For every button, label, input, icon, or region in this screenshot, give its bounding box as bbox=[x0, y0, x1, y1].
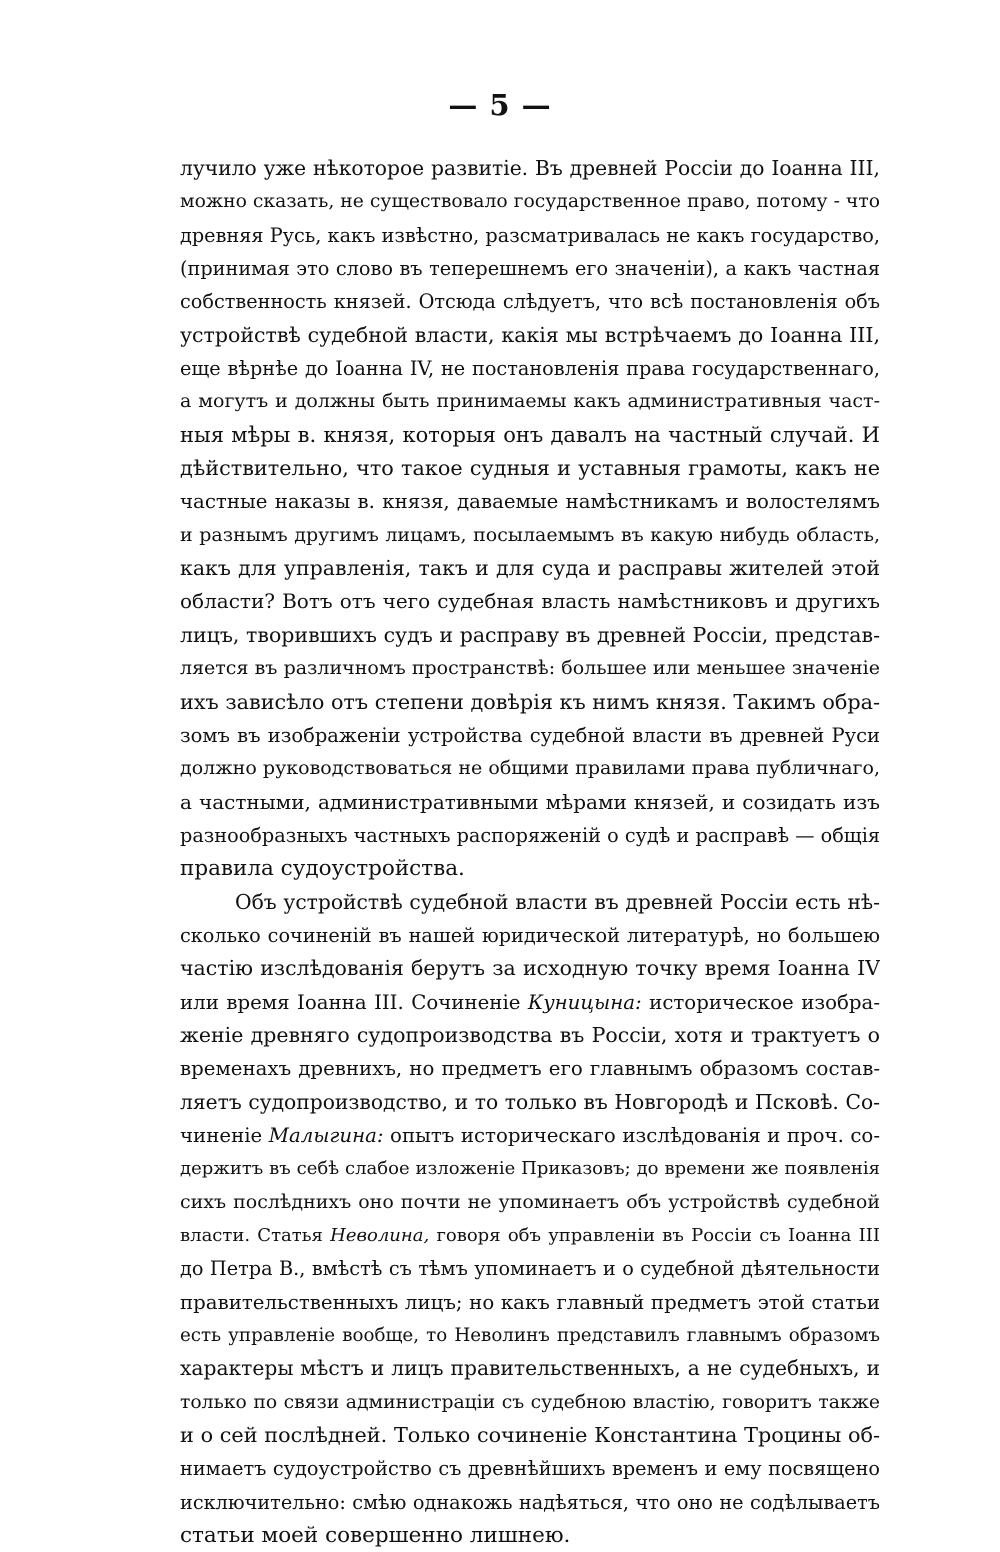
text-line: а могутъ и должны быть принимаемы какъ административныя част- bbox=[180, 390, 880, 413]
paragraph-1 bbox=[180, 152, 880, 886]
text-line: должно руководствоваться не общими правилами права публичнаго, bbox=[180, 757, 880, 780]
text-line: правила судоустройства. bbox=[180, 856, 465, 882]
paragraph-2 bbox=[180, 886, 880, 1552]
text-line: древняя Русь, какъ извѣстно, разсматривалась не какъ государство, bbox=[180, 223, 880, 247]
text-line: зомъ въ изображеніи устройства судебной власти въ древней Руси bbox=[180, 723, 880, 747]
author-name-malygin: Малыгина: bbox=[268, 1123, 384, 1147]
text-line: дѣйствительно, что такое судныя и уставныя грамоты, какъ не bbox=[180, 456, 880, 481]
text-line: какъ для управленія, такъ и для суда и расправы жителей этой bbox=[180, 556, 880, 581]
text-line: ляетъ судопроизводство, и то только въ Новгородѣ и Псковѣ. Со- bbox=[180, 1089, 880, 1114]
text-line: исключительно: смѣю однакожь надѣяться, что оно не содѣлываетъ bbox=[180, 1490, 880, 1514]
text-line: Объ устройствѣ судебной власти въ древней Россіи есть нѣ- bbox=[235, 889, 880, 914]
text-line: женіе древняго судопроизводства въ Россіи, хотя и трактуетъ о bbox=[180, 1022, 880, 1047]
text-line: лицъ, творившихъ судъ и расправу въ древней Россіи, представ- bbox=[180, 622, 880, 647]
text-line: временахъ древнихъ, но предметъ его главнымъ образомъ состав- bbox=[180, 1057, 880, 1081]
text-line: области? Вотъ отъ чего судебная власть намѣстниковъ и другихъ bbox=[180, 589, 880, 614]
body-text bbox=[180, 152, 880, 1552]
text-line: можно сказать, не существовало государственное право, потому - что bbox=[180, 191, 880, 213]
text-line: или время Іоанна III. Сочиненіе Куницына: историческое изобра- bbox=[180, 990, 880, 1014]
text-line: нимаетъ судоустройство съ древнѣйшихъ временъ и ему посвящено bbox=[180, 1457, 880, 1481]
text-line: устройствѣ судебной власти, какія мы встрѣчаемъ до Іоанна III, bbox=[180, 322, 880, 347]
text-line: собственность князей. Отсюда слѣдуетъ, что всѣ постановленія объ bbox=[180, 290, 880, 314]
author-name-nevolin: Неволина, bbox=[330, 1225, 430, 1246]
page-number: — 5 — bbox=[448, 88, 552, 122]
text-line: чиненіе Малыгина: опытъ историческаго изслѣдованія и проч. со- bbox=[180, 1123, 880, 1147]
text-line: держитъ въ себѣ слабое изложеніе Приказовъ; до времени же появленія bbox=[180, 1158, 880, 1180]
text-line: только по связи администраціи съ судебною властію, говоритъ также bbox=[180, 1391, 880, 1413]
text-line: и разнымъ другимъ лицамъ, посылаемымъ въ какую нибудь область, bbox=[180, 523, 880, 546]
text-line: до Петра В., вмѣстѣ съ тѣмъ упоминаетъ и о судебной дѣятельности bbox=[180, 1257, 880, 1281]
text-line: еще вѣрнѣе до Іоанна IV, не постановленія права государственнаго, bbox=[180, 357, 880, 381]
author-name-kunitsyn: Куницына: bbox=[527, 990, 642, 1014]
text-line: а частными, административными мѣрами князей, и созидать изъ bbox=[180, 789, 880, 814]
text-line: власти. Статья Неволина, говоря объ управленіи въ Россіи съ Іоанна III bbox=[180, 1225, 880, 1246]
text-line: есть управленіе вообще, то Неволинъ представилъ главнымъ образомъ bbox=[180, 1325, 880, 1347]
text-line: и о сей послѣдней. Только сочиненіе Константина Троцины об- bbox=[180, 1423, 880, 1448]
text-line: ихъ зависѣло отъ степени довѣрія къ нимъ князя. Такимъ обра- bbox=[180, 689, 880, 714]
text-line: ныя мѣры в. князя, которыя онъ давалъ на частный случай. И bbox=[180, 422, 880, 447]
text-line: сихъ послѣднихъ оно почти не упоминаетъ объ устройствѣ судебной bbox=[180, 1190, 880, 1213]
text-line: статьи моей совершенно лишнею. bbox=[180, 1523, 571, 1549]
text-line: сколько сочиненій въ нашей юридической литературѣ, но большею bbox=[180, 923, 880, 947]
text-line: правительственныхъ лицъ; но какъ главный предметъ этой статьи bbox=[180, 1290, 880, 1314]
text-line: ляется въ различномъ пространствѣ: большее или меньшее значеніе bbox=[180, 657, 880, 680]
text-line: частію изслѣдованія берутъ за исходную точку время Іоанна IV bbox=[180, 956, 880, 981]
text-line: (принимая это слово въ теперешнемъ его значеніи), а какъ частная bbox=[180, 257, 880, 281]
text-line: лучило уже нѣкоторое развитіе. Въ древней Россіи до Іоанна III, bbox=[180, 156, 880, 180]
text-line: разнообразныхъ частныхъ распоряженій о судѣ и расправѣ — общія bbox=[180, 823, 880, 847]
text-line: частные наказы в. князя, даваемые намѣстникамъ и волостелямъ bbox=[180, 490, 880, 514]
text-line: характеры мѣстъ и лицъ правительственныхъ, а не судебныхъ, и bbox=[180, 1356, 880, 1381]
